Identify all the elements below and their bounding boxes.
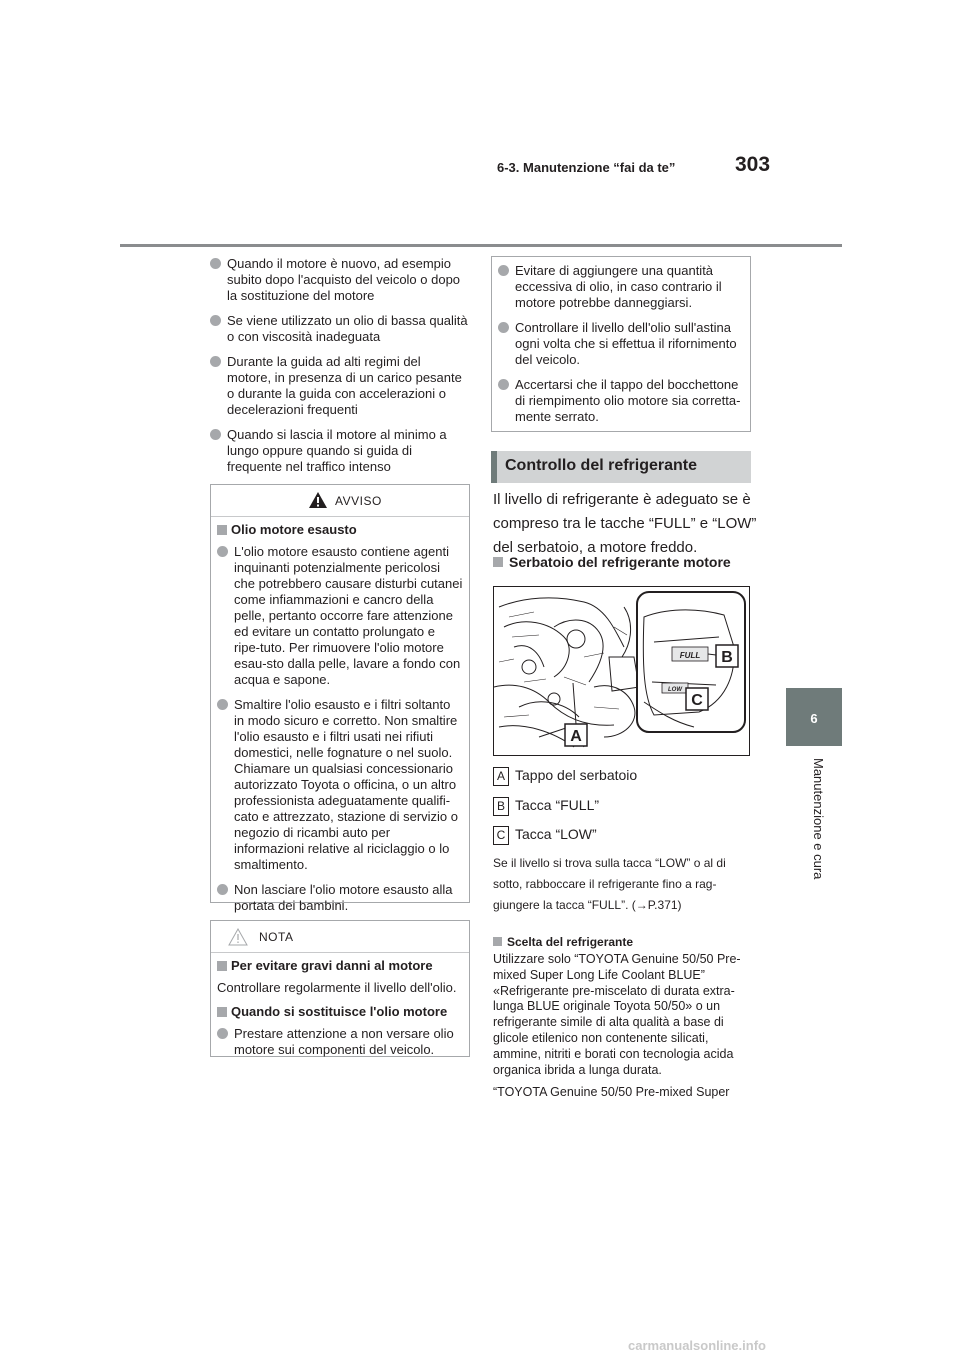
note-section-title: Quando si sostituisce l'olio motore [217,1004,463,1020]
coolant-choice-text: Utilizzare solo “TOYOTA Genuine 50/50 Pre-mixed Super Long Life Coolant BLUE” «Refrigerante pre-miscelato di durata extra-lunga BLUE originale Toyota 50/50» o un refrigerante simile di alta qualità a base di glicole etilenico non contenente silicati, ammine, nitriti e borati con tecnologia acida organica ibrida a lunga durata. [493,952,741,1077]
coolant-choice-title: Scelta del refrigerante [493,935,633,949]
legend-key: A [493,767,509,786]
bullet-icon [210,356,221,367]
legend-key: C [493,826,509,845]
oil-tips-box [491,256,751,432]
bullet-icon [498,379,509,390]
square-bullet-icon [217,525,227,535]
callout-a: A [570,728,582,745]
square-bullet-icon [217,961,227,971]
note-box [210,920,470,1057]
warning-label: AVVISO [335,494,382,508]
list-item: Non lasciare l'olio motore esausto alla portata dei bambini. [217,882,463,914]
bullet-icon [217,546,228,557]
chapter-label: Manutenzione e cura [811,758,826,880]
coolant-choice-continuation: “TOYOTA Genuine 50/50 Pre-mixed Super [493,1085,730,1099]
page-number: 303 [735,153,771,176]
note-label: NOTA [259,930,294,944]
list-item: Prestare attenzione a non versare olio motore sui componenti del veicolo. [217,1026,463,1058]
bullet-icon [217,884,228,895]
warning-section-title: Olio motore esausto [217,522,463,538]
legend-item-c: C Tacca “LOW” [493,826,753,845]
list-item: Smaltire l'olio esausto e i filtri soltanto in modo sicuro e corretto. Non smaltire l'olio esausto e i filtri usati nei rifiuti domestici, nelle fognature o nel suolo. Chiamare un qualsiasi concessionario autorizzato Toyota o officina, o un altro professionista adeguatamente qualifi-cato e attrezzato, stazione di servizio o negozio di ricambi auto per informazioni relative al riciclaggio o lo smaltimento. [217,697,463,873]
header-divider [120,244,842,247]
engine-bay-illustration [494,587,749,755]
callout-b: B [721,649,733,666]
oil-consumption-list [210,256,468,484]
legend-key: B [493,797,509,816]
list-item: Se viene utilizzato un olio di bassa qualità o con viscosità inadeguata [210,313,468,345]
warning-triangle-icon [308,491,328,509]
bullet-icon [210,315,221,326]
running-header: 6-3. Manutenzione “fai da te” [497,160,676,175]
list-item: Quando si lascia il motore al minimo a lungo oppure quando si guida di frequente nel traffico intenso [210,427,468,475]
bullet-icon [498,265,509,276]
coolant-subtitle: Serbatoio del refrigerante motore [493,554,731,570]
note-header [211,921,469,953]
section-heading: Controllo del refrigerante [505,457,698,474]
bullet-icon [210,258,221,269]
bullet-icon [498,322,509,333]
warning-box [210,484,470,913]
bullet-icon [210,429,221,440]
warning-header [211,485,469,517]
bullet-icon [217,699,228,710]
list-item: Accertarsi che il tappo del bocchettone di riempimento olio motore sia corretta-mente serrato. [498,377,744,425]
callout-c: C [691,692,703,709]
coolant-intro: Il livello di refrigerante è adeguato se è compreso tra le tacche “FULL” e “LOW” del serbatoio, a motore freddo. [493,491,757,556]
low-mark-label: LOW [668,687,682,693]
list-item: Quando il motore è nuovo, ad esempio subito dopo l'acquisto del veicolo o dopo la sostituzione del motore [210,256,468,304]
list-item: Controllare il livello dell'olio sull'astina ogni volta che si effettua il rifornimento del veicolo. [498,320,744,368]
legend-item-b: B Tacca “FULL” [493,797,753,816]
list-item: L'olio motore esausto contiene agenti inquinanti potenzialmente pericolosi che potrebbero causare disturbi cutanei come infiammazioni e cancro della pelle, pertanto occorre fare attenzione ed evitare un contatto prolungato e ripe-tuto. Per rimuovere l'olio motore esau-sto dalla pelle, lavare a fondo con acqua e sapone. [217,544,463,688]
square-bullet-icon [217,1007,227,1017]
section-heading-bar [491,451,497,483]
legend-item-a: A Tappo del serbatoio [493,767,753,786]
caution-triangle-icon [228,928,248,946]
square-bullet-icon [493,937,502,946]
note-text: Controllare regolarmente il livello dell'olio. [217,980,457,995]
chapter-tab: 6 [786,688,842,746]
list-item: Durante la guida ad alti regimi del motore, in presenza di un carico pesante o durante la guida con accelerazioni o decelerazioni frequenti [210,354,468,418]
coolant-reservoir-figure [493,586,750,756]
full-mark-label: FULL [679,651,701,660]
note-section-title: Per evitare gravi danni al motore [217,958,463,974]
refill-note: Se il livello si trova sulla tacca “LOW” o al di sotto, rabboccare il refrigerante fino a rag-giungere la tacca “FULL”. (→P.371) [493,856,726,912]
bullet-icon [217,1028,228,1039]
watermark: carmanualsonline.info [628,1338,766,1353]
square-bullet-icon [493,557,503,567]
list-item: Evitare di aggiungere una quantità eccessiva di olio, in caso contrario il motore potrebbe danneggiarsi. [498,263,744,311]
